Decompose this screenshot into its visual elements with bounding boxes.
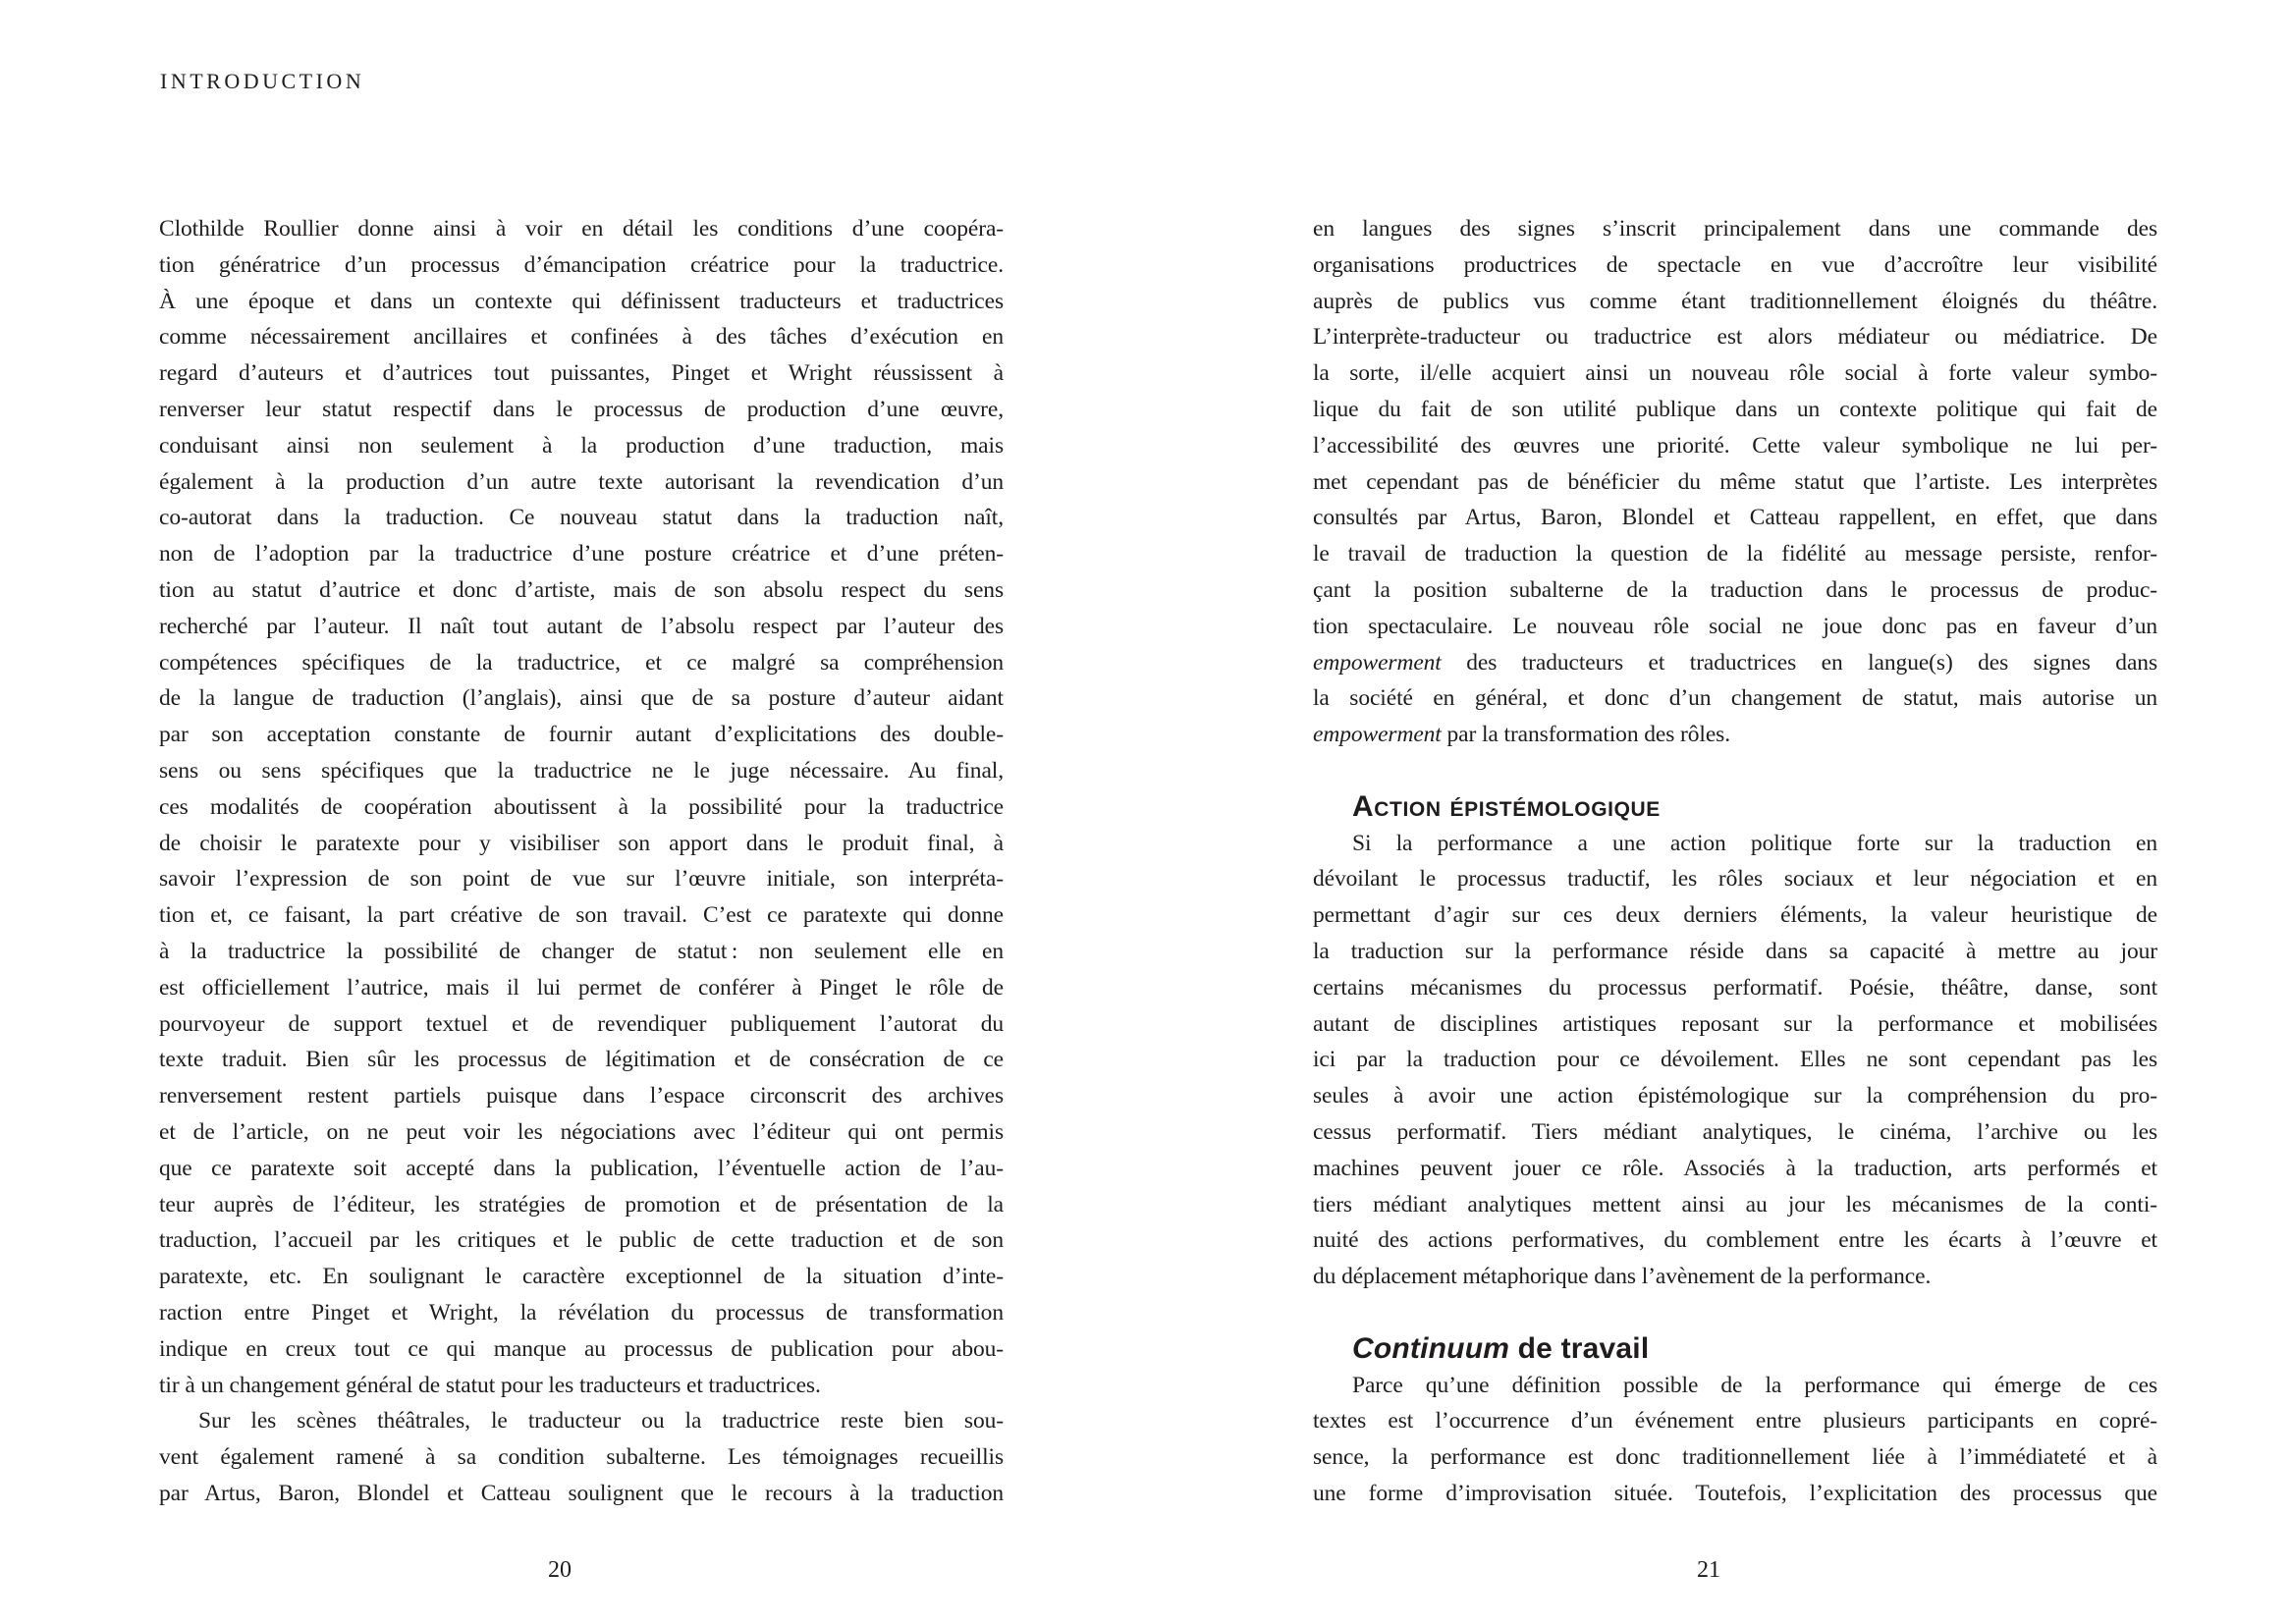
text-line xyxy=(1313,536,2157,572)
text-run: raction entre Pinget et Wright, la révélation du processus de transformation xyxy=(159,1299,1004,1326)
text-run: pourvoyeur de support textuel et de revendiquer publiquement l’autorat du xyxy=(159,1010,1004,1037)
text-run: de travail xyxy=(1509,1331,1650,1365)
page-right-text-column xyxy=(1313,211,2157,1512)
text-run: texte traduit. Bien sûr les processus de légitimation et de consécration de ce xyxy=(159,1047,1004,1073)
text-run: et de l’article, on ne peut voir les négociations avec l’éditeur qui ont permis xyxy=(159,1118,1004,1145)
text-run: Sur les scènes théâtrales, le traducteur ou la traductrice reste bien sou- xyxy=(198,1408,1004,1435)
text-line xyxy=(159,1368,1004,1404)
text-line xyxy=(159,392,1004,428)
text-run: ces modalités de coopération aboutissent à la possibilité pour la traductrice xyxy=(159,793,1004,820)
text-run: renverser leur statut respectif dans le processus de production d’une œuvre, xyxy=(159,396,1004,422)
text-run: çant la position subalterne de la traduction dans le processus de produc- xyxy=(1313,576,2157,603)
text-run: comme nécessairement ancillaires et confinées à des tâches d’exécution en xyxy=(159,324,1004,351)
text-run: en langues des signes s’inscrit principalement dans une commande des xyxy=(1313,216,2157,242)
text-line xyxy=(159,1331,1004,1368)
text-line xyxy=(159,536,1004,572)
text-line xyxy=(1313,464,2157,501)
text-line xyxy=(159,861,1004,897)
text-run: sence, la performance est donc traditionnellement liée à l’immédiateté et à xyxy=(1313,1444,2157,1471)
text-line xyxy=(159,1006,1004,1043)
text-run: renversement restent partiels puisque dans l’espace circonscrit des archives xyxy=(159,1083,1004,1110)
text-run: certains mécanismes du processus performatif. Poésie, théâtre, danse, sont xyxy=(1313,974,2157,1001)
text-line xyxy=(1313,861,2157,897)
text-run: tion génératrice d’un processus d’émancipation créatrice pour la traductrice. xyxy=(159,251,1004,278)
text-line xyxy=(1313,1006,2157,1043)
text-line xyxy=(1313,1439,2157,1476)
text-run: que ce paratexte soit accepté dans la publication, l’éventuelle action de l’au- xyxy=(159,1155,1004,1181)
text-line xyxy=(1313,970,2157,1006)
text-line xyxy=(159,1295,1004,1331)
text-run: lique du fait de son utilité publique dans un contexte politique qui fait de xyxy=(1313,396,2157,422)
text-run: du déplacement métaphorique dans l’avènement de la performance. xyxy=(1313,1264,1932,1290)
text-line xyxy=(1313,1476,2157,1512)
text-line xyxy=(159,645,1004,681)
text-run: par son acceptation constante de fournir autant d’explicitations des double- xyxy=(159,722,1004,748)
text-line xyxy=(1313,717,2157,753)
text-line xyxy=(159,826,1004,862)
text-run: permettant d’agir sur ces deux derniers éléments, la valeur heuristique de xyxy=(1313,902,2157,929)
text-line xyxy=(1313,1368,2157,1404)
text-run: tir à un changement général de statut pour les traducteurs et traductrices. xyxy=(159,1372,821,1398)
text-line xyxy=(159,934,1004,970)
text-run: conduisant ainsi non seulement à la production d’une traduction, mais xyxy=(159,432,1004,459)
text-run: indique en creux tout ce qui manque au processus de publication pour abou- xyxy=(159,1335,1004,1362)
text-run: tion et, ce faisant, la part créative de son travail. C’est ce paratexte qui donne xyxy=(159,902,1004,929)
text-run: vent également ramené à sa condition subalterne. Les témoignages recueillis xyxy=(159,1444,1004,1471)
text-run: non de l’adoption par la traductrice d’une posture créatrice et d’une préten- xyxy=(159,541,1004,568)
text-run: organisations productrices de spectacle en vue d’accroître leur visibilité xyxy=(1313,251,2157,278)
text-line xyxy=(1313,897,2157,934)
text-line xyxy=(159,284,1004,320)
text-run: Action épistémologique xyxy=(1352,789,1661,823)
text-line xyxy=(1313,428,2157,464)
text-line xyxy=(159,464,1004,501)
text-line xyxy=(159,753,1004,789)
text-line xyxy=(1313,1222,2157,1259)
text-run: tion spectaculaire. Le nouveau rôle social ne joue donc pas en faveur d’un xyxy=(1313,613,2157,639)
text-run: recherché par l’auteur. Il naît tout autant de l’absolu respect par l’auteur des xyxy=(159,613,1004,639)
text-run: autant de disciplines artistiques reposant sur la performance et mobilisées xyxy=(1313,1010,2157,1037)
subsection-heading xyxy=(1313,1295,2157,1368)
text-line xyxy=(1313,826,2157,862)
text-line xyxy=(159,970,1004,1006)
text-run: une forme d’improvisation située. Toutefois, l’explicitation des processus que xyxy=(1313,1480,2157,1506)
text-line xyxy=(1313,355,2157,392)
text-line xyxy=(159,609,1004,645)
text-run: par la transformation des rôles. xyxy=(1441,722,1731,748)
text-line xyxy=(159,572,1004,609)
text-run: co-autorat dans la traduction. Ce nouveau statut dans la traduction naît, xyxy=(159,505,1004,531)
text-run: la sorte, il/elle acquiert ainsi un nouveau rôle social à forte valeur symbo- xyxy=(1313,360,2157,387)
text-run: paratexte, etc. En soulignant le caractère exceptionnel de la situation d’inte- xyxy=(159,1264,1004,1290)
text-run: Clothilde Roullier donne ainsi à voir en détail les conditions d’une coopéra- xyxy=(159,216,1004,242)
text-line xyxy=(159,1403,1004,1439)
text-line xyxy=(159,1042,1004,1078)
italic-text-run: Continuum xyxy=(1352,1331,1510,1365)
text-run: le travail de traduction la question de la fidélité au message persiste, renfor- xyxy=(1313,541,2157,568)
text-line xyxy=(1313,572,2157,609)
text-line xyxy=(1313,1151,2157,1187)
text-run: Si la performance a une action politique forte sur la traduction en xyxy=(1352,830,2157,856)
text-line xyxy=(1313,284,2157,320)
text-line xyxy=(1313,1042,2157,1078)
text-line xyxy=(1313,392,2157,428)
text-run: seules à avoir une action épistémologique sur la compréhension du pro- xyxy=(1313,1083,2157,1110)
text-line xyxy=(1313,934,2157,970)
text-run: par Artus, Baron, Blondel et Catteau soulignent que le recours à la traduction xyxy=(159,1480,1004,1506)
text-run: de choisir le paratexte pour y visibiliser son apport dans le produit final, à xyxy=(159,830,1004,856)
text-run: À une époque et dans un contexte qui définissent traducteurs et traductrices xyxy=(159,288,1004,314)
text-line xyxy=(159,680,1004,717)
text-run: L’interprète-traducteur ou traductrice est alors médiateur ou médiatrice. De xyxy=(1313,324,2157,351)
text-line xyxy=(1313,1403,2157,1439)
text-line xyxy=(1313,680,2157,717)
text-run: textes est l’occurrence d’un événement entre plusieurs participants en copré- xyxy=(1313,1408,2157,1435)
text-line xyxy=(1313,1187,2157,1223)
text-run: savoir l’expression de son point de vue sur l’œuvre initiale, son interpréta- xyxy=(159,866,1004,893)
italic-text-run: empowerment xyxy=(1313,722,1442,748)
text-line xyxy=(159,1439,1004,1476)
text-line xyxy=(159,1151,1004,1187)
text-line xyxy=(159,1078,1004,1114)
text-line xyxy=(159,1114,1004,1151)
text-run: machines peuvent jouer ce rôle. Associés à la traduction, arts performés et xyxy=(1313,1155,2157,1181)
text-run: la traduction sur la performance réside dans sa capacité à mettre au jour xyxy=(1313,938,2157,964)
text-line xyxy=(1313,247,2157,284)
text-line xyxy=(159,1259,1004,1295)
text-run: de la langue de traduction (l’anglais), ainsi que de sa posture d’auteur aidant xyxy=(159,685,1004,712)
text-run: traduction, l’accueil par les critiques et le public de cette traduction et de son xyxy=(159,1227,1004,1254)
text-run: tiers médiant analytiques mettent ainsi au jour les mécanismes de la conti- xyxy=(1313,1191,2157,1218)
text-line xyxy=(159,717,1004,753)
text-line xyxy=(159,1222,1004,1259)
text-run: ici par la traduction pour ce dévoilement. Elles ne sont cependant pas les xyxy=(1313,1047,2157,1073)
text-line xyxy=(159,247,1004,284)
running-header: INTRODUCTION xyxy=(160,69,365,93)
page-number-left: 20 xyxy=(548,1557,572,1583)
text-line xyxy=(1313,609,2157,645)
italic-text-run: empowerment xyxy=(1313,649,1442,676)
text-line xyxy=(159,500,1004,536)
text-run: teur auprès de l’éditeur, les stratégies de promotion et de présentation de la xyxy=(159,1191,1004,1218)
text-run: l’accessibilité des œuvres une priorité. Cette valeur symbolique ne lui per- xyxy=(1313,432,2157,459)
section-heading xyxy=(1313,753,2157,826)
text-line xyxy=(159,1187,1004,1223)
text-line xyxy=(159,1476,1004,1512)
text-run: des traducteurs et traductrices en langue(s) des signes dans xyxy=(1441,649,2157,676)
text-line xyxy=(1313,1259,2157,1295)
text-run: également à la production d’un autre texte autorisant la revendication d’un xyxy=(159,468,1004,495)
text-line xyxy=(159,211,1004,247)
text-line xyxy=(1313,1078,2157,1114)
text-run: nuité des actions performatives, du comblement entre les écarts à l’œuvre et xyxy=(1313,1227,2157,1254)
text-run: regard d’auteurs et d’autrices tout puissantes, Pinget et Wright réussissent à xyxy=(159,360,1004,387)
text-run: est officiellement l’autrice, mais il lui permet de conférer à Pinget le rôle de xyxy=(159,974,1004,1001)
text-run: sens ou sens spécifiques que la traductrice ne le juge nécessaire. Au final, xyxy=(159,757,1004,784)
text-line xyxy=(159,355,1004,392)
text-run: dévoilant le processus traductif, les rôles sociaux et leur négociation et en xyxy=(1313,866,2157,893)
text-line xyxy=(159,428,1004,464)
text-run: à la traductrice la possibilité de changer de statut : non seulement elle en xyxy=(159,938,1004,964)
text-line xyxy=(1313,500,2157,536)
text-run: consultés par Artus, Baron, Blondel et Catteau rappellent, en effet, que dans xyxy=(1313,505,2157,531)
text-line xyxy=(1313,1114,2157,1151)
text-run: compétences spécifiques de la traductrice, et ce malgré sa compréhension xyxy=(159,649,1004,676)
text-line xyxy=(1313,211,2157,247)
text-line xyxy=(159,897,1004,934)
text-run: Parce qu’une définition possible de la performance qui émerge de ces xyxy=(1352,1372,2157,1398)
page-left-text-column xyxy=(159,211,1004,1512)
text-run: cessus performatif. Tiers médiant analytiques, le cinéma, l’archive ou les xyxy=(1313,1118,2157,1145)
text-line xyxy=(159,319,1004,355)
page-number-right: 21 xyxy=(1697,1557,1720,1583)
text-run: la société en général, et donc d’un changement de statut, mais autorise un xyxy=(1313,685,2157,712)
text-line xyxy=(1313,645,2157,681)
text-run: tion au statut d’autrice et donc d’artiste, mais de son absolu respect du sens xyxy=(159,576,1004,603)
text-line xyxy=(1313,319,2157,355)
text-run: met cependant pas de bénéficier du même statut que l’artiste. Les interprètes xyxy=(1313,468,2157,495)
text-line xyxy=(159,789,1004,826)
text-run: auprès de publics vus comme étant traditionnellement éloignés du théâtre. xyxy=(1313,288,2157,314)
